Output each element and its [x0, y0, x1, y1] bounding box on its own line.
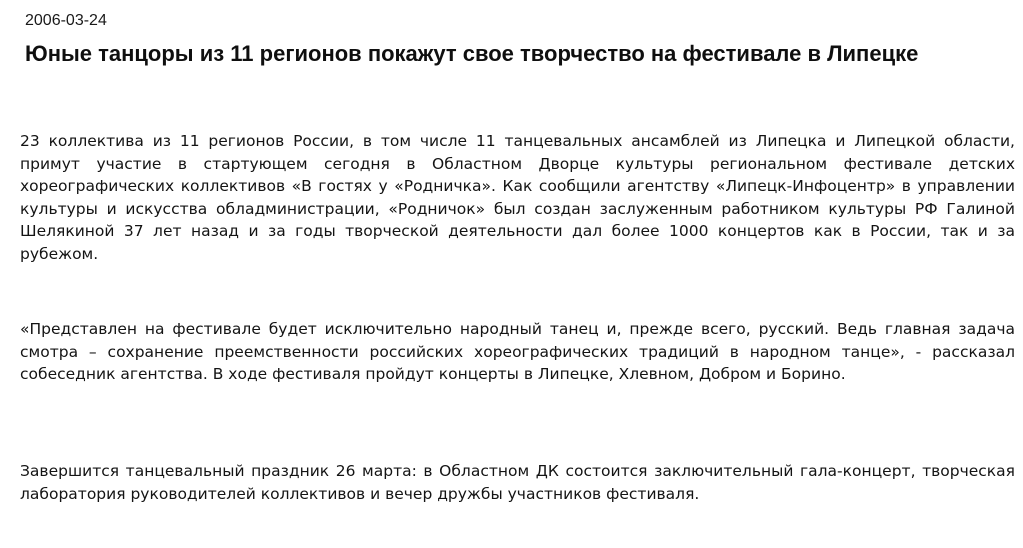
article-title: Юные танцоры из 11 регионов покажут свое творчество на фестивале в Липецке [25, 41, 919, 66]
article-paragraph-2: «Представлен на фестивале будет исключительно народный танец и, прежде всего, русский. Ведь главная задача смотра – сохранение преемственности российских хореографических традиций в народном танце», - рассказал собеседник агентства. В ходе фестиваля пройдут концерты в Липецке, Хлевном, Добром и Борино. [20, 320, 1015, 383]
article-paragraph-3: Завершится танцевальный праздник 26 марта: в Областном ДК состоится заключительный гала-концерт, творческая лаборатория руководителей коллективов и вечер дружбы участников фестиваля. [20, 462, 1015, 503]
article-paragraph-1: 23 коллектива из 11 регионов России, в том числе 11 танцевальных ансамблей из Липецка и Липецкой области, примут участие в стартующем сегодня в Областном Дворце культуры региональном фестивале детских хореографических коллективов «В гостях у «Родничка». Как сообщили агентству «Липецк-Инфоцентр» в управлении культуры и искусства обладминистрации, «Родничок» был создан заслуженным работником культуры РФ Галиной Шелякиной 37 лет назад и за годы творческой деятельности дал более 1000 концертов как в России, так и за рубежом. [20, 132, 1015, 263]
article-date: 2006-03-24 [25, 12, 107, 29]
